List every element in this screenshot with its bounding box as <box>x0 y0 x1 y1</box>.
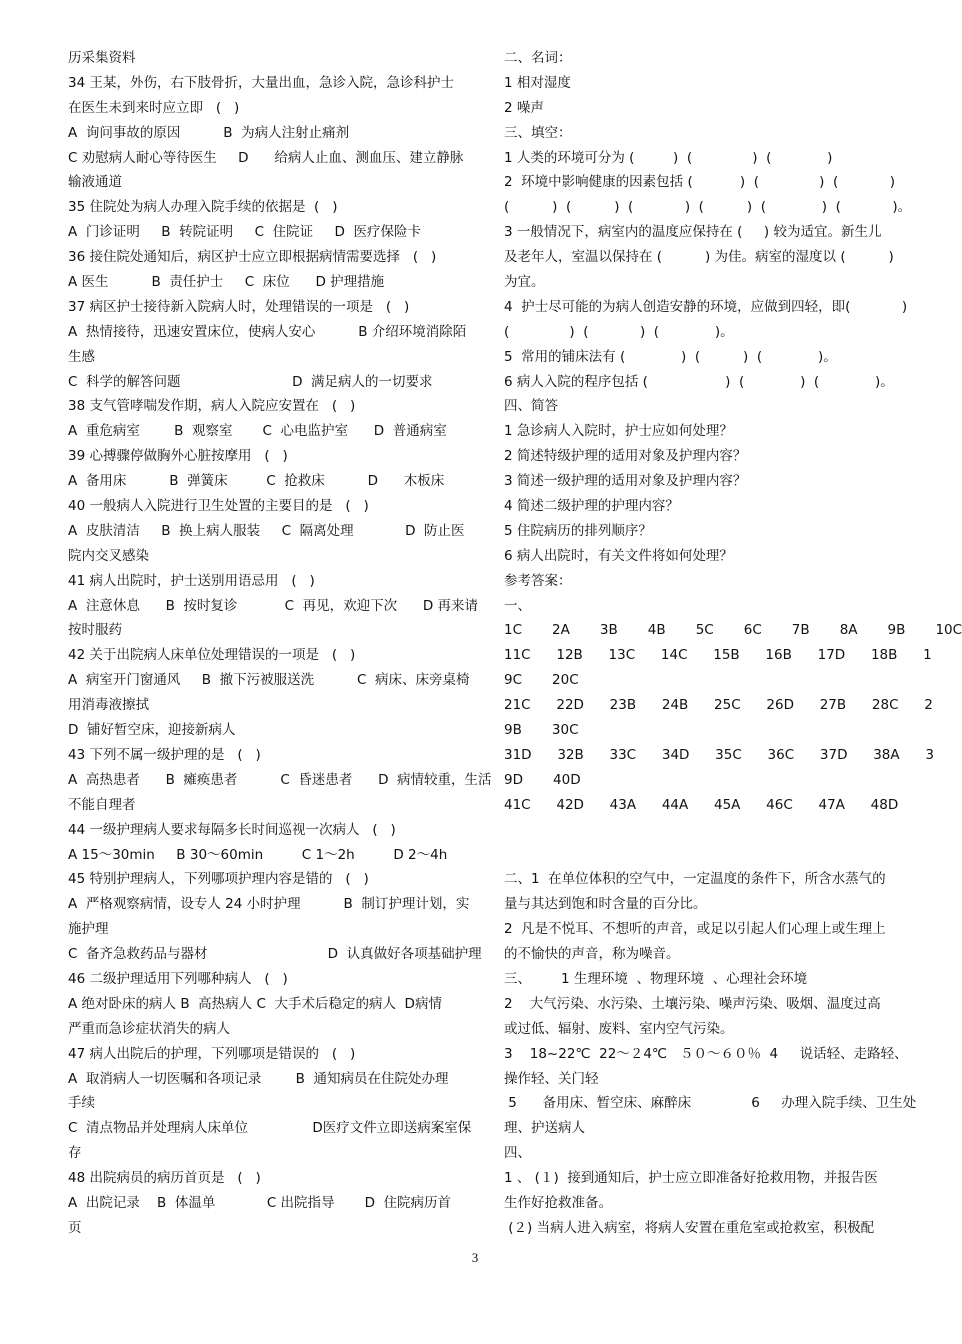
right-text-line: 31D 32B 33C 34D 35C 36C 37D 38A 3 <box>504 746 934 763</box>
right-text-line: 3 一般情况下，病室内的温度应保持在 ( ) 较为适宜。新生儿 <box>504 224 882 241</box>
left-text-line: A 绝对卧床的病人 B 高热病人 C 大手术后稳定的病人 D病情 <box>68 995 442 1012</box>
right-text-line: 三、填空： <box>504 124 572 141</box>
right-text-line: ( ) ( ) ( ) ( ) ( ) ( )。 <box>504 199 912 216</box>
left-text-line: A 备用床 B 弹簧床 C 抢救床 D 木板床 <box>68 473 445 490</box>
right-text-line: 11C 12B 13C 14C 15B 16B 17D 18B 1 <box>504 647 932 664</box>
left-text-line: 按时服药 <box>68 622 122 639</box>
left-text-line: 36 接住院处通知后，病区护士应立即根据病情需要选择 ( ) <box>68 249 437 266</box>
left-text-line: 院内交叉感染 <box>68 547 149 564</box>
right-text-line: 9D 40D <box>504 771 581 788</box>
left-column <box>68 46 492 1241</box>
left-text-line: 39 心搏骤停做胸外心脏按摩用 ( ) <box>68 448 288 465</box>
left-text-line: 37 病区护士接待新入院病人时，处理错误的一项是 ( ) <box>68 298 410 315</box>
right-text-line: 的不愉快的声音，称为噪音。 <box>504 946 680 963</box>
right-text-line: 四、简答 <box>504 398 558 415</box>
left-text-line: 46 二级护理适用下列哪种病人 ( ) <box>68 970 288 987</box>
right-text-line: 2 简述特级护理的适用对象及护理内容？ <box>504 448 747 465</box>
left-text-line: 42 关于出院病人床单位处理错误的一项是 ( ) <box>68 647 356 664</box>
right-text-line <box>504 818 912 843</box>
right-text-line: 二、名词： <box>504 50 572 66</box>
left-text-line: 历采集资料 <box>68 50 136 66</box>
left-text-line: 严重而急诊症状消失的病人 <box>68 1020 230 1037</box>
left-text-line: A 注意休息 B 按时复诊 C 再见，欢迎下次 D 再来请 <box>68 597 479 614</box>
right-text-line: 3 18~22℃ 22～２4℃ ５０～６０％ 4 说话轻、走路轻、 <box>504 1045 908 1062</box>
right-column <box>504 46 962 1241</box>
right-text-line: 或过低、辐射、废料、室内空气污染。 <box>504 1020 734 1037</box>
left-text-line: A 高热患者 B 瘫痪患者 C 昏迷患者 D 病情较重，生活 <box>68 771 492 788</box>
right-text-line: (２) 当病人进入病室，将病人安置在重危室或抢救室，积极配 <box>504 1219 875 1236</box>
right-text-line: 4 护士尽可能的为病人创造安静的环境，应做到四轻，即( ) <box>504 298 908 315</box>
right-text-line: 1C 2A 3B 4B 5C 6C 7B 8A 9B 10C <box>504 622 962 639</box>
right-text-line: 量与其达到饱和时含量的百分比。 <box>504 896 707 913</box>
left-text-line: 存 <box>68 1145 82 1162</box>
right-text-line: 2 环境中影响健康的因素包括 ( ) ( ) ( ) <box>504 174 896 191</box>
left-text-line: 输液通道 <box>68 174 122 191</box>
left-text-line: A 询问事故的原因 B 为病人注射止痛剂 <box>68 124 350 141</box>
right-text-line: 2 噪声 <box>504 99 544 116</box>
left-text-line: A 热情接待，迅速安置床位，使病人安心 B 介绍环境消除陌 <box>68 323 467 340</box>
right-text-line: 9B 30C <box>504 722 579 739</box>
left-text-line: 40 一般病人入院进行卫生处置的主要目的是 ( ) <box>68 498 369 515</box>
right-text-line: 操作轻、关门轻 <box>504 1070 599 1087</box>
left-text-line: 在医生未到来时应立即 ( ) <box>68 99 240 116</box>
right-text-line: 为宜。 <box>504 274 545 291</box>
left-text-line: 44 一级护理病人要求每隔多长时间巡视一次病人 ( ) <box>68 821 396 838</box>
right-text-line: 21C 22D 23B 24B 25C 26D 27B 28C 2 <box>504 697 933 714</box>
left-text-line: D 铺好暂空床，迎接新病人 <box>68 722 236 739</box>
right-text-line: 5 备用床、暂空床、麻醉床 6 办理入院手续、卫生处 <box>504 1095 917 1112</box>
left-text-line: 38 支气管哮喘发作期，病人入院应安置在 ( ) <box>68 398 356 415</box>
right-text-line: 4 简述二级护理的护理内容？ <box>504 498 679 515</box>
right-text-line: 1 急诊病人入院时，护士应如何处理？ <box>504 423 733 440</box>
left-text-line: 页 <box>68 1219 82 1236</box>
left-text-line: C 科学的解答问题 D 满足病人的一切要求 <box>68 373 433 390</box>
left-text-line: 不能自理者 <box>68 796 136 813</box>
left-text-line: 手续 <box>68 1095 95 1112</box>
right-text-line: 理、护送病人 <box>504 1120 585 1137</box>
left-text-line: C 劝慰病人耐心等待医生 D 给病人止血、测血压、建立静脉 <box>68 149 464 166</box>
left-text-line: A 出院记录 B 体温单 C 出院指导 D 住院病历首 <box>68 1194 452 1211</box>
right-text-line: 2 大气污染、水污染、土壤污染、噪声污染、吸烟、温度过高 <box>504 995 881 1012</box>
right-text-line: 6 病人入院的程序包括 ( ) ( ) ( )。 <box>504 373 894 390</box>
right-text-line: 三、 1 生理环境 、物理环境 、心理社会环境 <box>504 970 808 987</box>
left-text-line: 43 下列不属一级护理的是 ( ) <box>68 746 261 763</box>
right-text-line: 生作好抢救准备。 <box>504 1194 612 1211</box>
left-text-line: A 皮肤清洁 B 换上病人服装 C 隔离处理 D 防止医 <box>68 522 465 539</box>
right-text-line: 1 、 (１) 接到通知后，护士应立即准备好抢救用物，并报告医 <box>504 1170 878 1187</box>
right-text-line: 2 凡是不悦耳、不想听的声音，或足以引起人们心理上或生理上 <box>504 921 886 938</box>
left-text-line: C 清点物品并处理病人床单位 D医疗文件立即送病案室保 <box>68 1120 472 1137</box>
right-text-line: 9C 20C <box>504 672 579 689</box>
left-text-line: 用消毒液擦拭 <box>68 697 149 714</box>
left-text-line: A 医生 B 责任护士 C 床位 D 护理措施 <box>68 274 385 291</box>
left-text-line: A 门诊证明 B 转院证明 C 住院证 D 医疗保险卡 <box>68 224 422 241</box>
left-text-line: A 15～30min B 30～60min C 1～2h D 2～4h <box>68 846 448 863</box>
left-text-line: 41 病人出院时，护士送别用语忌用 ( ) <box>68 572 315 589</box>
right-text-line: 41C 42D 43A 44A 45A 46C 47A 48D <box>504 796 899 813</box>
right-text-line: 5 常用的铺床法有 ( ) ( ) ( )。 <box>504 348 837 365</box>
right-text-line <box>504 843 912 868</box>
left-text-line: 48 出院病员的病历首页是 ( ) <box>68 1170 261 1187</box>
left-text-line: A 重危病室 B 观察室 C 心电监护室 D 普通病室 <box>68 423 447 440</box>
right-text-line: 5 住院病历的排列顺序？ <box>504 522 652 539</box>
right-text-line: 1 人类的环境可分为 ( ) ( ) ( ) <box>504 149 833 166</box>
left-text-line: A 严格观察病情，设专人 24 小时护理 B 制订护理计划，实 <box>68 896 470 913</box>
left-text-line: 施护理 <box>68 921 109 938</box>
left-text-line: 47 病人出院后的护理，下列哪项是错误的 ( ) <box>68 1045 356 1062</box>
left-text-line: 35 住院处为病人办理入院手续的依据是 ( ) <box>68 199 338 216</box>
left-text-line: A 取消病人一切医嘱和各项记录 B 通知病员在住院处办理 <box>68 1070 449 1087</box>
right-text-line: 6 病人出院时，有关文件将如何处理？ <box>504 547 733 564</box>
page-number: 3 <box>471 1250 479 1265</box>
right-text-line: 参考答案： <box>504 572 572 589</box>
right-text-line: 及老年人，室温以保持在 ( ) 为佳。病室的湿度以 ( ) <box>504 249 894 266</box>
right-text-line: 一、 <box>504 597 531 614</box>
right-text-line: 二、1 在单位体积的空气中，一定温度的条件下，所含水蒸气的 <box>504 871 886 888</box>
left-text-line: 生感 <box>68 348 95 365</box>
right-text-line: 四、 <box>504 1145 531 1162</box>
right-text-line: 3 简述一级护理的适用对象及护理内容？ <box>504 473 747 490</box>
left-text-line: 45 特别护理病人，下列哪项护理内容是错的 ( ) <box>68 871 369 888</box>
left-text-line: 34 王某，外伤，右下肢骨折，大量出血，急诊入院，急诊科护士 <box>68 74 454 91</box>
left-text-line: C 备齐急救药品与器材 D 认真做好各项基础护理 <box>68 946 482 963</box>
right-text-line: ( ) ( ) ( )。 <box>504 323 734 340</box>
right-text-line: 1 相对湿度 <box>504 74 571 91</box>
left-text-line: A 病室开门窗通风 B 撤下污被服送洗 C 病床、床旁桌椅 <box>68 672 470 689</box>
